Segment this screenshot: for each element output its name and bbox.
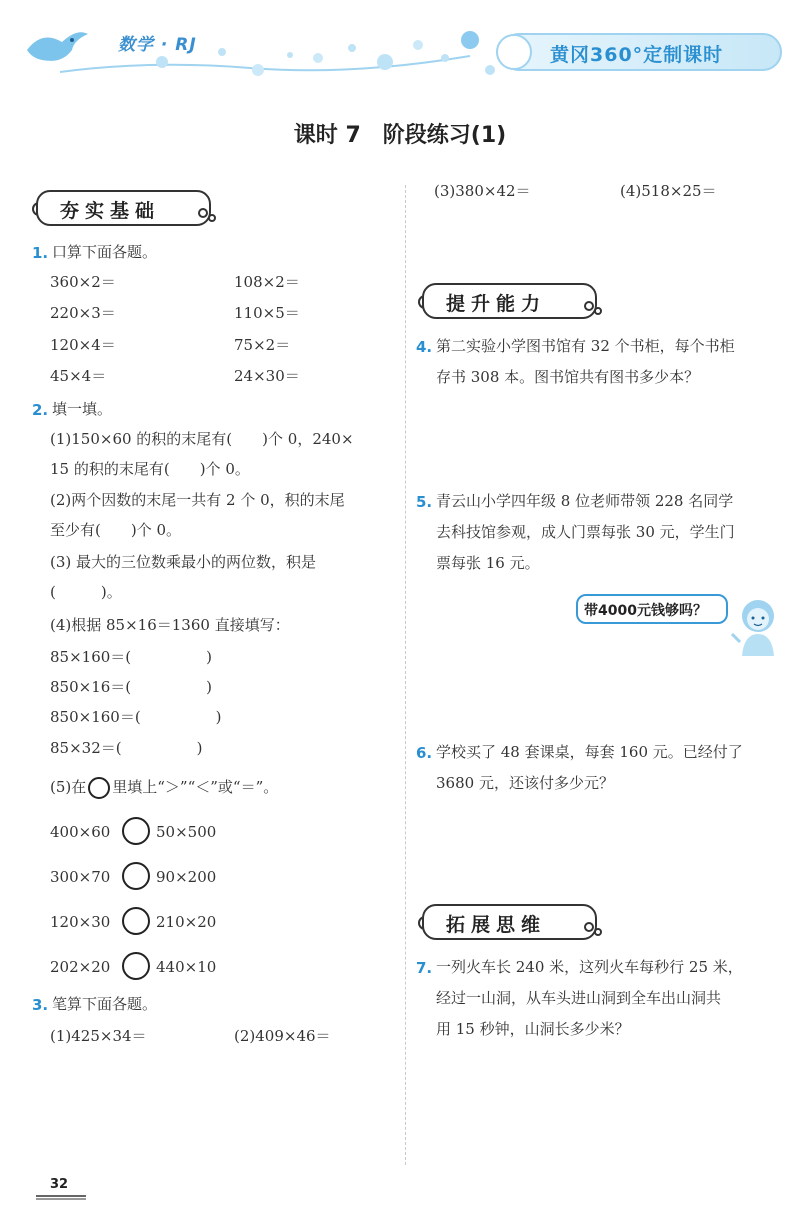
section-basic (32, 190, 222, 226)
q7-number: 7. (416, 959, 433, 977)
compare-right: 50×500 (156, 823, 217, 841)
q4-line: 存书 308 本。图书馆共有图书多少本？ (436, 368, 700, 386)
compare-right: 210×20 (156, 913, 217, 931)
section-basic-label: 夯实基础 (60, 200, 161, 222)
compare-left: 120×30 (50, 913, 111, 931)
q1-item: 24×30＝ (234, 367, 300, 385)
compare-left: 300×70 (50, 868, 111, 886)
compare-left: 400×60 (50, 823, 111, 841)
q1-item: 360×2＝ (50, 273, 116, 291)
column-divider (405, 185, 406, 1165)
q2-prompt: 填一填。 (52, 400, 113, 418)
q3-item: (4)518×25＝ (620, 182, 717, 200)
compare-right: 90×200 (156, 868, 217, 886)
q1-number: 1. (32, 244, 49, 262)
q3-item: (2)409×46＝ (234, 1027, 331, 1045)
q2-compare-suffix: 里填上“＞”“＜”或“＝”。 (112, 778, 279, 796)
q5-line: 青云山小学四年级 8 位老师带领 228 名同学 (436, 492, 734, 510)
ring-icon (584, 301, 594, 311)
q7-line: 经过一山洞，从车头进山洞到全车出山洞共 (436, 989, 722, 1007)
section-improve (418, 283, 608, 319)
badge-ring-icon (494, 32, 534, 72)
compare-answer-circle[interactable] (122, 817, 150, 845)
q2-line: 至少有( )个 0。 (50, 521, 182, 539)
q2-line: ( )。 (50, 583, 122, 601)
compare-answer-circle[interactable] (122, 907, 150, 935)
q2-line: (2)两个因数的末尾一共有 2 个 0，积的末尾 (50, 491, 345, 509)
section-extend (418, 904, 608, 940)
q4-number: 4. (416, 338, 433, 356)
q1-prompt: 口算下面各题。 (52, 243, 158, 261)
q1-item: 75×2＝ (234, 336, 291, 354)
q2-number: 2. (32, 401, 49, 419)
ring-icon (208, 214, 216, 222)
circle-icon (88, 777, 110, 799)
q2-line: (3) 最大的三位数乘最小的两位数，积是 (50, 553, 317, 571)
q1-item: 120×4＝ (50, 336, 116, 354)
ring-icon (584, 922, 594, 932)
q7-line: 用 15 秒钟，山洞长多少米？ (436, 1020, 630, 1038)
q4-line: 第二实验小学图书馆有 32 个书柜，每个书柜 (436, 337, 735, 355)
compare-right: 440×10 (156, 958, 217, 976)
bird-icon (22, 20, 92, 70)
q3-number: 3. (32, 996, 49, 1014)
page-number-underline (36, 1194, 86, 1202)
ring-icon (198, 208, 208, 218)
page-header (0, 0, 800, 95)
q2-line: (4)根据 85×16＝1360 直接填写： (50, 616, 290, 634)
q6-number: 6. (416, 744, 433, 762)
q1-item: 45×4＝ (50, 367, 107, 385)
section-extend-label: 拓展思维 (446, 914, 547, 936)
q6-line: 学校买了 48 套课桌，每套 160 元。已经付了 (436, 743, 743, 761)
section-improve-label: 提升能力 (446, 293, 547, 315)
q2-fill-line: 850×160＝( ) (50, 708, 222, 726)
q1-item: 110×5＝ (234, 304, 300, 322)
q5-line: 去科技馆参观，成人门票每张 30 元，学生门 (436, 523, 735, 541)
q2-fill-line: 85×160＝( ) (50, 648, 212, 666)
q2-line: 15 的积的末尾有( )个 0。 (50, 460, 250, 478)
q2-fill-line: 850×16＝( ) (50, 678, 212, 696)
q3-prompt: 笔算下面各题。 (52, 995, 158, 1013)
q6-line: 3680 元，还该付多少元？ (436, 774, 614, 792)
q1-item: 220×3＝ (50, 304, 116, 322)
q3-item: (3)380×42＝ (434, 182, 531, 200)
lesson-title: 课时 7 阶段练习(1) (293, 123, 507, 148)
brand-text: 黄冈360°定制课时 (550, 44, 724, 66)
page-number: 32 (50, 1177, 69, 1192)
q3-item: (1)425×34＝ (50, 1027, 147, 1045)
q5-number: 5. (416, 493, 433, 511)
ring-icon (594, 307, 602, 315)
student-girl-icon (728, 594, 788, 658)
ring-icon (594, 928, 602, 936)
subject-label: 数学 · RJ (118, 35, 197, 55)
q2-fill-line: 85×32＝( ) (50, 739, 203, 757)
q2-line: (1)150×60 的积的末尾有( )个 0，240× (50, 430, 354, 448)
compare-answer-circle[interactable] (122, 952, 150, 980)
speech-bubble-text: 带4000元钱够吗？ (584, 603, 707, 619)
q5-line: 票每张 16 元。 (436, 554, 540, 572)
compare-answer-circle[interactable] (122, 862, 150, 890)
q7-line: 一列火车长 240 米，这列火车每秒行 25 米， (436, 958, 743, 976)
q2-compare-instructions (50, 777, 278, 799)
q2-compare-prefix: (5)在 (50, 778, 87, 796)
q1-item: 108×2＝ (234, 273, 300, 291)
compare-left: 202×20 (50, 958, 111, 976)
